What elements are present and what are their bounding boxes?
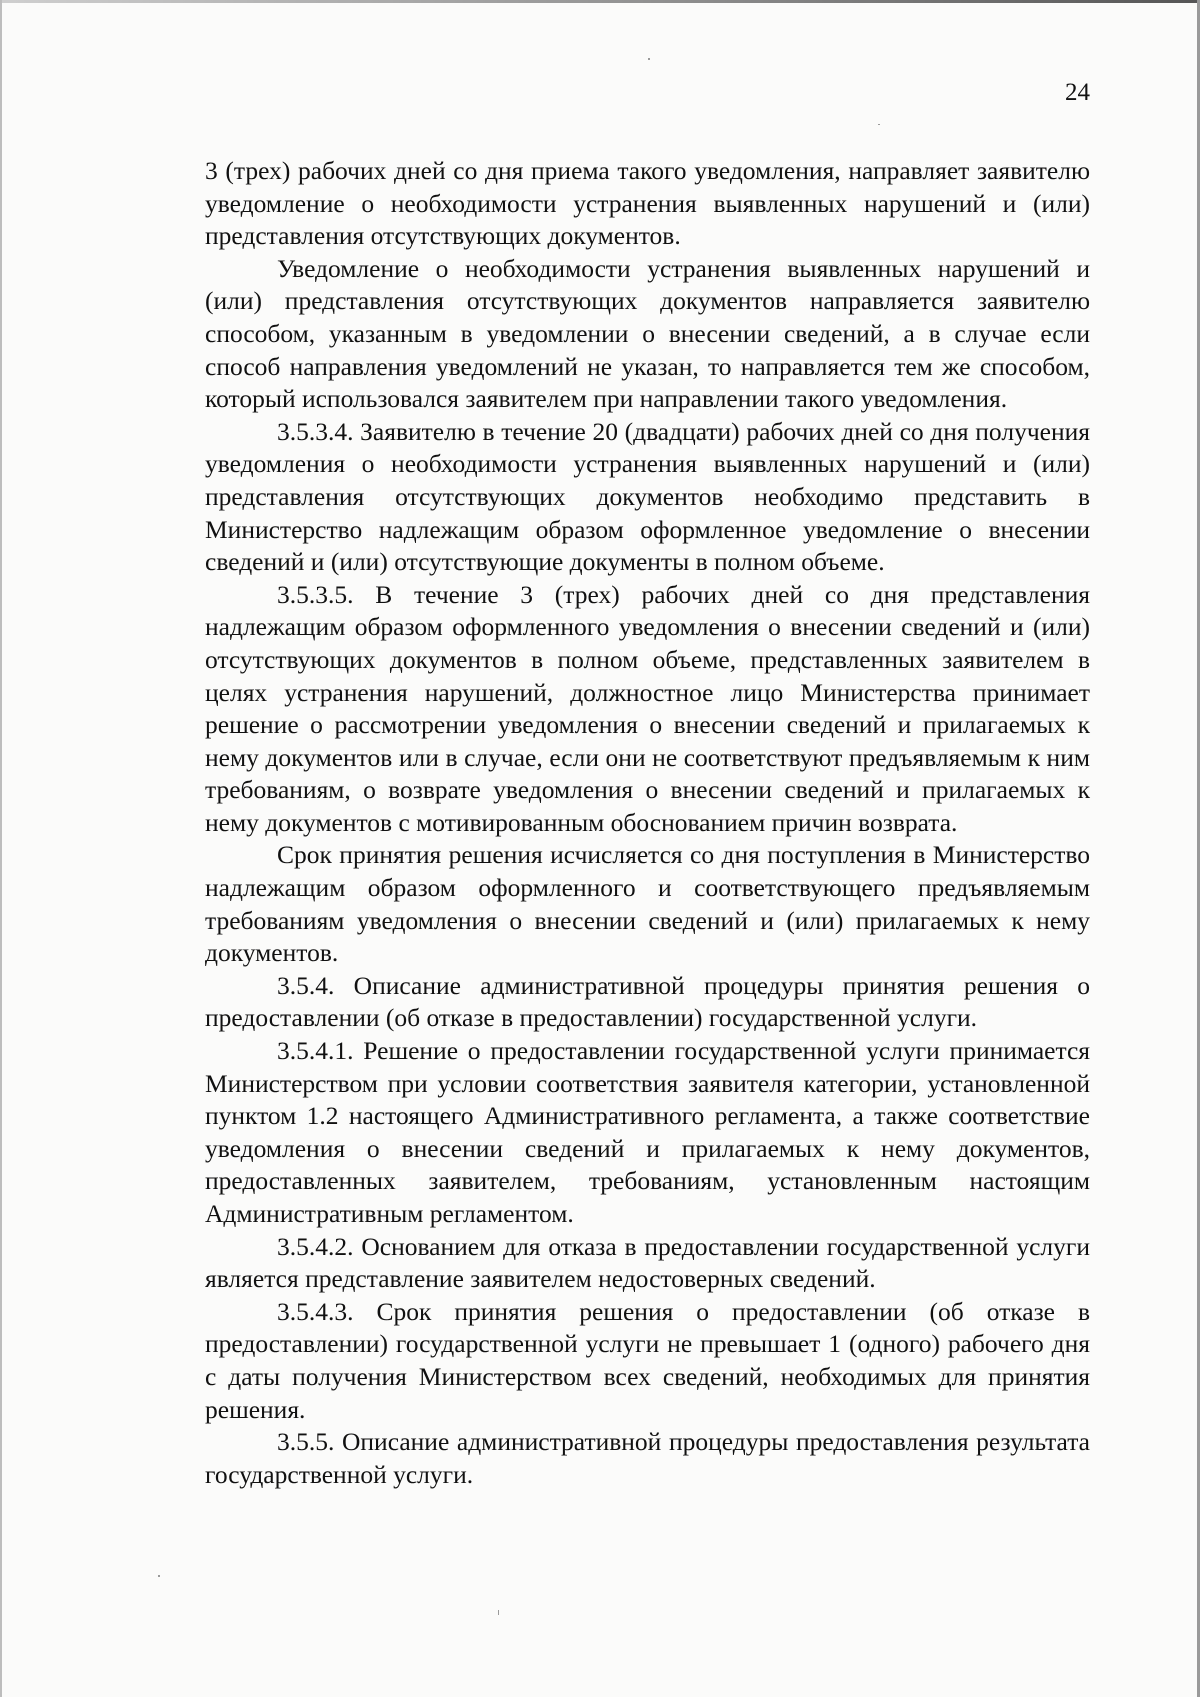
paragraph: Уведомление о необходимости устранения выявленных нарушений и (или) представления отсутствующих документов направляется заявителю способом, указанным в уведомлении о внесении сведений, а в случае если способ направления уведомлений не указан, то направляется тем же способом, который использовался заявителем при направлении такого уведомления. bbox=[205, 253, 1090, 414]
paragraph-3-5-5: 3.5.5. Описание административной процедуры предоставления результата государственной услуги. bbox=[205, 1427, 1090, 1489]
scan-speck bbox=[498, 1610, 499, 1615]
paragraph-continuation: 3 (трех) рабочих дней со дня приема такого уведомления, направляет заявителю уведомление о необходимости устранения выявленных нарушений и (или) представления отсутствующих документов. bbox=[205, 156, 1090, 251]
paragraph-3-5-3-4: 3.5.3.4. Заявителю в течение 20 (двадцати) рабочих дней со дня получения уведомления о необходимости устранения выявленных нарушений и (или) представления отсутствующих документов необходимо представить в Министерство надлежащим образом оформленное уведомление о внесении сведений и (или) отсутствующие документы в полном объеме. bbox=[205, 416, 1090, 577]
paragraph-3-5-4-3: 3.5.4.3. Срок принятия решения о предоставлении (об отказе в предоставлении) государственной услуги не превышает 1 (одного) рабочего дня с даты получения Министерством всех сведений, необходимых для принятия решения. bbox=[205, 1296, 1090, 1424]
scan-edge-top bbox=[0, 0, 1200, 3]
document-body bbox=[205, 155, 1090, 1491]
scan-edge-left bbox=[0, 0, 2, 1697]
scan-speck bbox=[878, 124, 880, 125]
paragraph: Срок принятия решения исчисляется со дня поступления в Министерство надлежащим образом оформленного и соответствующего предъявляемым требованиям уведомления о внесении сведений и (или) прилагаемых к нему документов. bbox=[205, 840, 1090, 968]
paragraph-3-5-4: 3.5.4. Описание административной процедуры принятия решения о предоставлении (об отказе в предоставлении) государственной услуги. bbox=[205, 970, 1090, 1033]
paragraph-3-5-4-2: 3.5.4.2. Основанием для отказа в предоставлении государственной услуги является представление заявителем недостоверных сведений. bbox=[205, 1231, 1090, 1294]
paragraph-3-5-3-5: 3.5.3.5. В течение 3 (трех) рабочих дней со дня представления надлежащим образом оформленного уведомления о внесении сведений и (или) отсутствующих документов в полном объеме, представленных заявителем в целях устранения нарушений, должностное лицо Министерства принимает решение о рассмотрении уведомления о внесении сведений и прилагаемых к нему документов или в случае, если они не соответствуют предъявляемым к ним требованиям, о возврате уведомления о внесении сведений и прилагаемых к нему документов с мотивированным обоснованием причин возврата. bbox=[205, 579, 1090, 837]
scan-speck bbox=[648, 58, 650, 60]
page-number: 24 bbox=[1065, 79, 1090, 106]
paragraph-3-5-4-1: 3.5.4.1. Решение о предоставлении государственной услуги принимается Министерством при условии соответствия заявителя категории, установленной пунктом 1.2 настоящего Административного регламента, а также соответствие уведомления о внесении сведений и прилагаемых к нему документов, предоставленных заявителем, требованиям, установленным настоящим Административным регламентом. bbox=[205, 1036, 1090, 1228]
scan-speck bbox=[158, 1575, 160, 1577]
